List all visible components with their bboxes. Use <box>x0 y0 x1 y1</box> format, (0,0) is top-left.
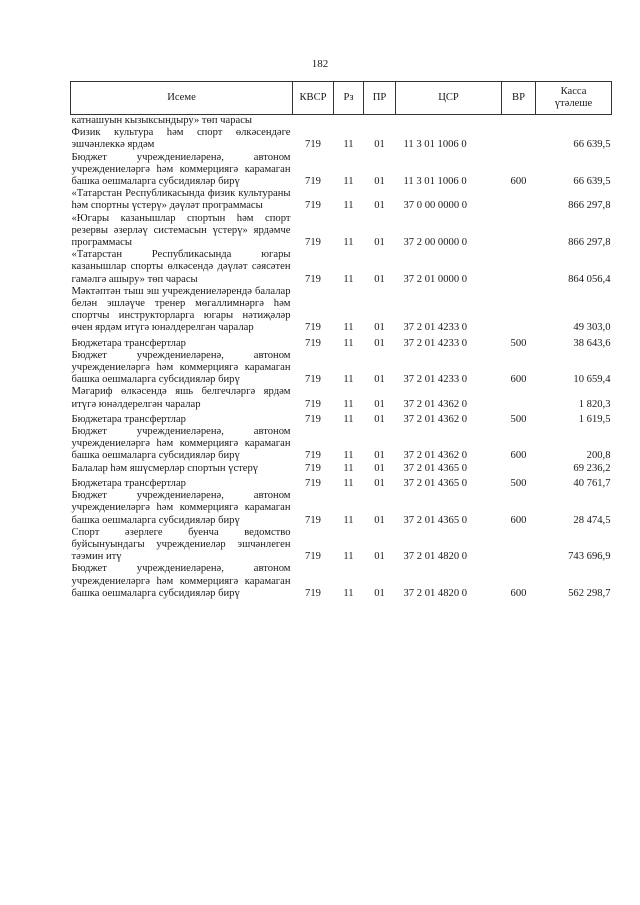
row-vr <box>502 463 536 478</box>
row-pr <box>364 115 396 128</box>
row-kvsr: 719 <box>305 237 321 249</box>
row-kassa: 10 659,4 <box>573 374 611 386</box>
table-header <box>71 82 612 115</box>
table-row <box>71 426 612 463</box>
row-pr: 01 <box>374 551 385 563</box>
row-kassa: 866 297,8 <box>568 237 611 249</box>
row-csr: 37 2 01 4365 0 <box>403 462 468 474</box>
row-pr: 01 <box>374 477 385 489</box>
row-name: Бюджетара трансфертлар <box>71 477 186 489</box>
table-body <box>71 115 612 600</box>
row-rz: 11 <box>343 413 354 425</box>
table-row <box>71 563 612 600</box>
row-vr <box>502 286 536 338</box>
row-vr: 600 <box>510 450 527 462</box>
table-row <box>71 478 612 490</box>
row-csr: 37 2 01 4362 0 <box>403 413 468 425</box>
row-kassa: 200,8 <box>586 450 611 462</box>
row-name: катнашуын кызыксындыру» төп чарасы <box>71 115 253 126</box>
row-kvsr: 719 <box>305 450 321 462</box>
row-name: Мәктәптән тыш эш учреждениеләрендә балалар белән эшләүче тренер мөгаллимнәргә һәм спортчы инструкторларга югары нәтиҗәләр өчен ярдәм итүгә юнәлдерелгән чаралар <box>71 285 291 334</box>
row-pr: 01 <box>374 462 385 474</box>
row-kassa: 866 297,8 <box>568 200 611 212</box>
row-kvsr: 719 <box>305 398 321 410</box>
row-vr: 600 <box>510 514 527 526</box>
table-row <box>71 127 612 151</box>
row-csr: 37 2 01 4365 0 <box>403 514 468 526</box>
row-name: Балалар һәм яшүсмерләр спортын үстерү <box>71 462 259 474</box>
header-kassa-line1: Касса <box>560 86 587 97</box>
row-vr <box>502 386 536 413</box>
row-name: «Татарстан Республикасында югары казанышлар спорты өлкәсендә дәүләт сәясәтен гамәлгә ашыру» төп чарасы <box>71 249 291 285</box>
row-kvsr: 719 <box>305 139 321 151</box>
row-kassa: 1 820,3 <box>578 398 611 410</box>
row-name: Бюджетара трансфертлар <box>71 337 186 349</box>
row-csr: 37 2 01 4820 0 <box>403 587 468 599</box>
row-pr: 01 <box>374 337 385 349</box>
row-kvsr: 719 <box>305 462 321 474</box>
row-rz: 11 <box>343 200 354 212</box>
row-kvsr: 719 <box>305 322 321 334</box>
header-pr: ПР <box>364 82 396 115</box>
header-csr: ЦСР <box>396 82 502 115</box>
row-csr: 37 2 01 4233 0 <box>403 322 468 334</box>
row-rz: 11 <box>343 514 354 526</box>
row-vr: 600 <box>510 374 527 386</box>
table-row <box>71 338 612 350</box>
row-vr: 600 <box>510 587 527 599</box>
header-kassa <box>536 82 612 115</box>
row-pr: 01 <box>374 139 385 151</box>
table-row <box>71 213 612 250</box>
row-name: Спорт әзерлеге буенча ведомство буйсынуындагы учреждениеләр эшчәнлеген тәэмин итү <box>71 526 291 563</box>
table-row <box>71 115 612 128</box>
row-pr: 01 <box>374 322 385 334</box>
row-vr: 500 <box>510 413 527 425</box>
row-kassa: 66 639,5 <box>573 139 611 151</box>
row-csr: 37 2 01 4233 0 <box>403 374 468 386</box>
row-rz: 11 <box>343 587 354 599</box>
row-kassa: 743 696,9 <box>568 551 611 563</box>
row-kvsr: 719 <box>305 587 321 599</box>
row-kassa: 66 639,5 <box>573 176 611 188</box>
row-kassa: 49 303,0 <box>573 322 611 334</box>
header-kvsr: КВСР <box>293 82 334 115</box>
row-vr <box>502 527 536 564</box>
row-pr: 01 <box>374 374 385 386</box>
row-name: «Югары казанышлар спортын һәм спорт резервы әзерләү системасын үстерү» ярдәмче программасы <box>71 212 291 249</box>
table-row <box>71 152 612 189</box>
row-name: Мәгариф өлкәсендә яшь белгечләргә ярдәм итүгә юнәлдерелгән чаралар <box>71 386 291 410</box>
row-vr: 500 <box>510 477 527 489</box>
row-rz: 11 <box>343 462 354 474</box>
row-kvsr: 719 <box>305 477 321 489</box>
row-kassa: 864 056,4 <box>568 273 611 285</box>
row-name: Физик культура һәм спорт өлкәсендәге эшчәнлеккә ярдәм <box>71 127 291 151</box>
table-row <box>71 414 612 426</box>
row-pr: 01 <box>374 398 385 410</box>
row-rz: 11 <box>343 551 354 563</box>
header-kassa-line2: үтәлеше <box>554 98 593 109</box>
row-csr: 37 2 01 4362 0 <box>403 398 468 410</box>
row-kassa: 69 236,2 <box>573 462 611 474</box>
row-name: Бюджет учреждениеләренә, автоном учреждениеләргә һәм коммерциягә карамаган башка оешмаларга субсидияләр бирү <box>71 426 291 462</box>
row-pr: 01 <box>374 514 385 526</box>
table-row <box>71 490 612 527</box>
row-kassa: 1 619,5 <box>578 413 611 425</box>
row-csr: 37 2 01 4362 0 <box>403 450 468 462</box>
row-pr: 01 <box>374 450 385 462</box>
row-csr: 37 2 01 4820 0 <box>403 551 468 563</box>
row-kassa: 562 298,7 <box>568 587 611 599</box>
row-rz: 11 <box>343 398 354 410</box>
row-kvsr <box>293 115 334 128</box>
row-kassa: 40 761,7 <box>573 477 611 489</box>
header-name: Исеме <box>71 82 293 115</box>
row-rz: 11 <box>343 139 354 151</box>
row-rz: 11 <box>343 374 354 386</box>
table-row <box>71 386 612 413</box>
row-rz <box>334 115 364 128</box>
row-rz: 11 <box>343 237 354 249</box>
row-kvsr: 719 <box>305 176 321 188</box>
row-pr: 01 <box>374 176 385 188</box>
table-row <box>71 527 612 564</box>
row-csr: 37 2 01 4365 0 <box>403 477 468 489</box>
header-vr: ВР <box>502 82 536 115</box>
row-pr: 01 <box>374 273 385 285</box>
row-kassa: 28 474,5 <box>573 514 611 526</box>
row-vr <box>502 127 536 151</box>
row-csr <box>396 115 502 128</box>
row-kassa <box>536 115 612 128</box>
row-name: «Татарстан Республикасында физик культураны һәм спортны үстерү» дәүләт программасы <box>71 188 291 212</box>
row-vr <box>502 188 536 212</box>
row-pr: 01 <box>374 200 385 212</box>
table-row <box>71 286 612 338</box>
row-csr: 37 2 01 0000 0 <box>403 273 468 285</box>
row-kvsr: 719 <box>305 551 321 563</box>
row-rz: 11 <box>343 273 354 285</box>
row-pr: 01 <box>374 237 385 249</box>
table-row <box>71 188 612 212</box>
row-rz: 11 <box>343 450 354 462</box>
table-row <box>71 249 612 286</box>
row-csr: 37 0 00 0000 0 <box>403 200 468 212</box>
row-pr: 01 <box>374 413 385 425</box>
header-rz: Рз <box>334 82 364 115</box>
row-rz: 11 <box>343 337 354 349</box>
row-kvsr: 719 <box>305 374 321 386</box>
budget-table <box>70 81 612 600</box>
row-kvsr: 719 <box>305 337 321 349</box>
row-name: Бюджет учреждениеләренә, автоном учреждениеләргә һәм коммерциягә карамаган башка оешмаларга субсидияләр бирү <box>71 349 291 386</box>
row-pr: 01 <box>374 587 385 599</box>
row-csr: 37 2 01 4233 0 <box>403 337 468 349</box>
row-name: Бюджет учреждениеләренә, автоном учреждениеләргә һәм коммерциягә карамаган башка оешмаларга субсидияләр бирү <box>71 151 291 188</box>
row-name: Бюджет учреждениеләренә, автоном учреждениеләргә һәм коммерциягә карамаган башка оешмаларга субсидияләр бирү <box>71 563 291 599</box>
row-csr: 37 2 00 0000 0 <box>403 237 468 249</box>
row-kvsr: 719 <box>305 200 321 212</box>
page-number: 182 <box>311 58 329 70</box>
row-csr: 11 3 01 1006 0 <box>403 139 467 151</box>
row-rz: 11 <box>343 322 354 334</box>
row-vr <box>502 249 536 286</box>
row-rz: 11 <box>343 176 354 188</box>
row-csr: 11 3 01 1006 0 <box>403 176 467 188</box>
table-row <box>71 463 612 478</box>
row-vr: 600 <box>510 176 527 188</box>
row-name: Бюджет учреждениеләренә, автоном учреждениеләргә һәм коммерциягә карамаган башка оешмаларга субсидияләр бирү <box>71 490 291 526</box>
row-kvsr: 719 <box>305 273 321 285</box>
row-vr: 500 <box>510 337 527 349</box>
row-vr <box>502 115 536 128</box>
table-row <box>71 350 612 387</box>
row-kassa: 38 643,6 <box>573 337 611 349</box>
row-rz: 11 <box>343 477 354 489</box>
row-vr <box>502 213 536 250</box>
row-kvsr: 719 <box>305 413 321 425</box>
row-kvsr: 719 <box>305 514 321 526</box>
row-name: Бюджетара трансфертлар <box>71 413 186 425</box>
